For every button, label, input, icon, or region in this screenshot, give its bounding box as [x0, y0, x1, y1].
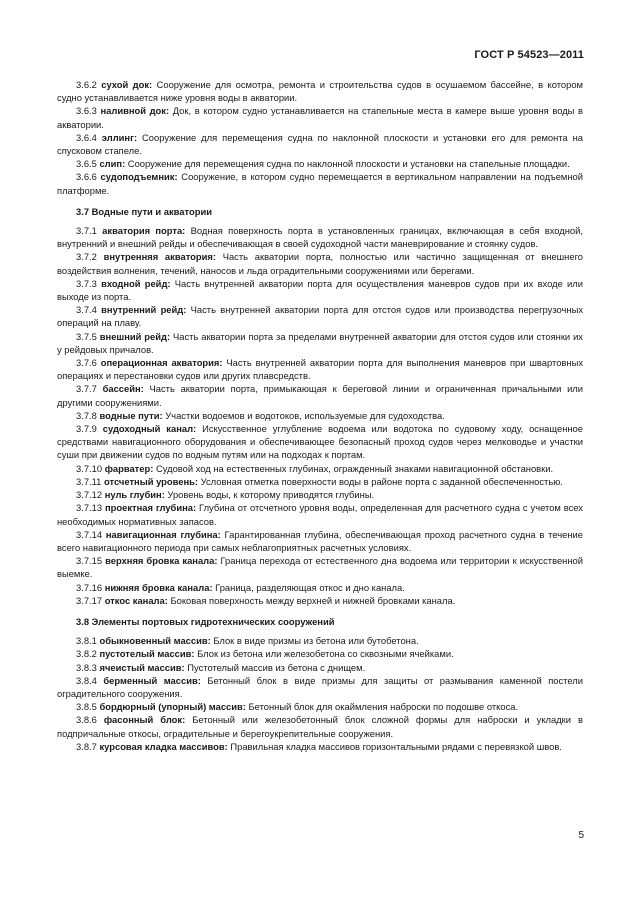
definition-text: Боковая поверхность между верхней и нижней бровками канала. — [167, 594, 456, 606]
term: эллинг: — [101, 131, 138, 143]
definition-text: Сооружение для перемещения судна по наклонной плоскости и установки на стапельные площадки. — [125, 158, 570, 170]
term: фасонный блок: — [103, 714, 186, 726]
definition-paragraph — [57, 422, 583, 462]
definition-text: Часть акватории порта, примыкающая к береговой линии и ограниченная причальными или другими сооружениями. — [57, 383, 584, 408]
definition-paragraph — [57, 661, 583, 674]
clause-number: 3.7.13 — [76, 502, 103, 514]
definition-text: Уровень воды, к которому приводятся глубины. — [164, 489, 375, 501]
term: пустотелый массив: — [99, 648, 195, 660]
clause-number: 3.6.6 — [76, 171, 97, 183]
clause-number: 3.8.4 — [76, 674, 97, 686]
definition-paragraph — [57, 277, 583, 303]
term: ячеистый массив: — [99, 661, 185, 673]
term: обыкновенный массив: — [99, 635, 211, 647]
term: фарватер: — [104, 462, 154, 474]
term: операционная акватория: — [100, 357, 223, 369]
definition-paragraph — [57, 382, 583, 408]
term: курсовая кладка массивов: — [99, 740, 228, 752]
definition-text: Участки водоемов и водотоков, используемые для судоходства. — [162, 409, 445, 421]
definition-paragraph — [57, 356, 583, 382]
term: входной рейд: — [101, 277, 171, 289]
definition-text: Часть акватории порта за пределами внутренней акватории для отстоя судов или стоянки их у рейдовых причалов. — [57, 330, 583, 355]
clause-number: 3.8.2 — [76, 648, 97, 660]
section-heading: 3.7 Водные пути и акватории — [76, 205, 212, 217]
clause-number: 3.6.5 — [76, 158, 97, 170]
clause-number: 3.7.9 — [76, 423, 97, 435]
definition-paragraph — [57, 528, 583, 554]
definition-paragraph — [57, 104, 583, 130]
clause-number: 3.7.17 — [76, 594, 103, 606]
clause-number: 3.8.1 — [76, 635, 97, 647]
definition-paragraph — [57, 131, 583, 157]
definition-text: Граница перехода от естественного дна водоема или территории к искусственной выемке. — [57, 555, 583, 580]
term: судоходный канал: — [102, 423, 197, 435]
definition-paragraph — [57, 462, 583, 475]
clause-number: 3.7.8 — [76, 409, 97, 421]
term: сухой док: — [101, 79, 153, 90]
clause-number: 3.8.7 — [76, 740, 97, 752]
definition-paragraph — [57, 554, 583, 580]
term: проектная глубина: — [104, 502, 197, 514]
definition-paragraph — [57, 700, 583, 713]
definition-paragraph — [57, 594, 583, 607]
definition-text: Часть акватории порта, полностью или частично защищенная от внешнего воздействия волнения, течений, наносов и льда оградительными сооружениями или берегами. — [57, 251, 583, 276]
definition-paragraph — [57, 170, 583, 196]
clause-number: 3.7.16 — [76, 581, 103, 593]
term: навигационная глубина: — [105, 528, 221, 540]
definition-text: Блок из бетона или железобетона со сквозными ячейками. — [194, 648, 454, 660]
clause-number: 3.7.10 — [76, 462, 103, 474]
clause-number: 3.8.5 — [76, 701, 97, 713]
clause-number: 3.7.11 — [76, 475, 102, 487]
term: берменный массив: — [103, 674, 201, 686]
definition-text: Блок в виде призмы из бетона или бутобетона. — [210, 635, 419, 647]
clause-number: 3.8.3 — [76, 661, 97, 673]
definition-text: Часть внутренней акватории порта для отстоя судов или производства перегрузочных операций на плаву. — [57, 304, 584, 329]
definition-paragraph — [57, 330, 583, 356]
definition-text: Бетонный блок для окаймления наброски по подошве откоса. — [245, 701, 519, 713]
definition-text: Бетонный блок в виде призмы для защиты от размывания каменной постели оградительного сооружения. — [57, 674, 583, 699]
definition-paragraph — [57, 250, 583, 276]
clause-number: 3.8.6 — [76, 714, 97, 726]
term: акватория порта: — [102, 225, 186, 237]
term: внутренняя акватория: — [103, 251, 216, 263]
definition-paragraph — [57, 78, 583, 104]
definition-paragraph — [57, 647, 583, 660]
term: внешний рейд: — [99, 330, 171, 342]
clause-number: 3.6.2 — [76, 79, 97, 90]
clause-number: 3.6.4 — [76, 131, 97, 143]
term: судоподъемник: — [100, 171, 178, 183]
definition-paragraph — [57, 634, 583, 647]
definition-text: Док, в котором судно устанавливается на стапельные места в камере выше уровня воды в акватории. — [57, 105, 583, 130]
page-number: 5 — [578, 830, 584, 841]
definition-text: Искусственное углубление водоема или водотока по судовому ходу, оснащенное средствами навигационного оборудования и обеспечивающее безопасный проход судов через мелководье и участки суши при движении судов по водным путям или на подходах к портам. — [57, 423, 583, 461]
clause-number: 3.7.15 — [76, 555, 103, 567]
definition-text: Граница, разделяющая откос и дно канала. — [212, 581, 405, 593]
definition-text: Часть внутренней акватории порта для осуществления маневров судов при их входе или выходе из порта. — [57, 277, 583, 303]
term: слип: — [99, 158, 126, 170]
definition-paragraph — [57, 409, 583, 422]
definition-paragraph — [57, 303, 583, 329]
definition-paragraph — [57, 501, 583, 527]
term: бордюрный (упорный) массив: — [99, 701, 246, 713]
clause-number: 3.7.6 — [76, 357, 97, 369]
definition-paragraph — [57, 713, 583, 739]
document-header: ГОСТ Р 54523—2011 — [474, 49, 584, 61]
clause-number: 3.7.3 — [76, 277, 97, 289]
definition-text: Сооружение для осмотра, ремонта и строительства судов в осушаемом бассейне, в котором судно устанавливается ниже уровня воды в акватории. — [57, 79, 584, 104]
clause-number: 3.6.3 — [76, 105, 97, 117]
document-body — [57, 78, 583, 753]
term: водные пути: — [99, 409, 163, 421]
definition-text: Бетонный или железобетонный блок сложной формы для наброски и укладки в подпричальные откосы, оградительные и берегоукрепительные сооружения. — [57, 714, 583, 739]
clause-number: 3.7.5 — [76, 330, 97, 342]
definition-paragraph — [57, 740, 583, 753]
clause-number: 3.7.12 — [76, 489, 103, 501]
clause-number: 3.7.2 — [76, 251, 97, 263]
definition-paragraph — [57, 674, 583, 700]
definition-text: Пустотелый массив из бетона с днищем. — [184, 661, 366, 673]
definition-text: Судовой ход на естественных глубинах, огражденный знаками навигационной обстановки. — [153, 462, 554, 474]
term: откос канала: — [104, 594, 168, 606]
definition-text: Часть внутренней акватории порта для выполнения маневров при швартовных операциях и перестановки судов или других плавсредств. — [57, 357, 584, 382]
term: нуль глубин: — [104, 489, 165, 501]
term: внутренний рейд: — [101, 304, 187, 316]
definition-text: Гарантированная глубина, обеспечивающая проход расчетного судна в течение всего навигационного периода при самых неблагоприятных расчетных условиях. — [57, 528, 583, 553]
definition-paragraph — [57, 475, 583, 488]
clause-number: 3.7.14 — [76, 528, 103, 540]
term: бассейн: — [102, 383, 144, 395]
term: наливной док: — [100, 105, 170, 117]
definition-paragraph — [57, 224, 583, 250]
term: отсчетный уровень: — [103, 475, 199, 487]
definition-text: Глубина от отсчетного уровня воды, определенная для расчетного судна с учетом всех необходимых нормативных запасов. — [57, 502, 583, 527]
definition-paragraph — [57, 157, 583, 170]
definition-text: Сооружение для перемещения судна по наклонной плоскости и установки его для ремонта на спусковом стапеле. — [57, 131, 584, 157]
definition-paragraph — [57, 488, 583, 501]
definition-paragraph — [57, 581, 583, 594]
clause-number: 3.7.7 — [76, 383, 97, 395]
term: нижняя бровка канала: — [104, 581, 213, 593]
term: верхняя бровка канала: — [105, 555, 218, 567]
section-heading: 3.8 Элементы портовых гидротехнических сооружений — [76, 615, 335, 627]
clause-number: 3.7.1 — [76, 225, 97, 237]
definition-text: Правильная кладка массивов горизонтальными рядами с перевязкой швов. — [227, 740, 562, 752]
definition-text: Сооружение, в котором судно перемещается в вертикальном направлении на подъемной платформе. — [57, 171, 583, 196]
definition-text: Условная отметка поверхности воды в районе порта с заданной обеспеченностью. — [198, 475, 563, 487]
clause-number: 3.7.4 — [76, 304, 97, 316]
definition-text: Водная поверхность порта в установленных границах, включающая в себя входной, внутренний и внешний рейды и обеспечивающая в своей судоходной части маневрирование и стоянку судов. — [57, 225, 583, 250]
